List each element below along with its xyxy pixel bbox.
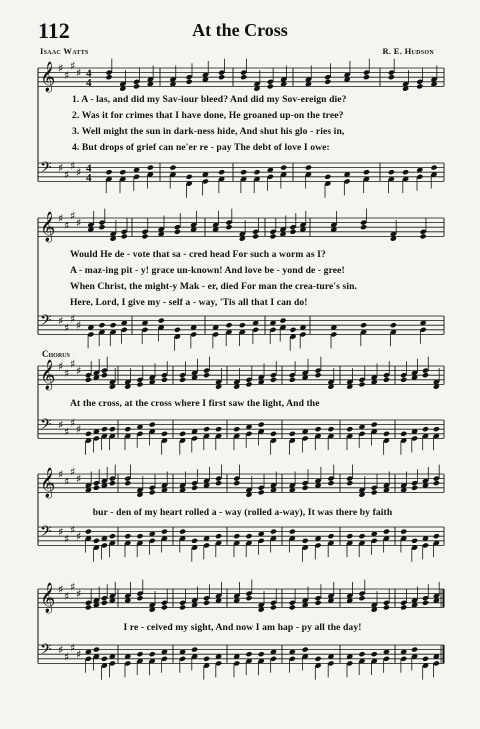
bass-clef-icon: 𝄢	[40, 641, 52, 662]
sharp-icon: ♯	[76, 319, 82, 333]
sharp-icon: ♯	[64, 366, 70, 380]
note-head	[174, 327, 181, 333]
bass-clef-icon: 𝄢	[40, 159, 52, 180]
note-head	[136, 651, 143, 657]
verse-1-line-2: Would He de - vote that sa - cred head For such a worm as I?	[70, 249, 326, 260]
sharp-icon: ♯	[70, 312, 76, 326]
note-head	[245, 533, 252, 539]
note-head	[101, 426, 108, 432]
chorus-line-2: bur - den of my heart rolled a - way (rolled a-way), It was there by faith	[92, 507, 393, 518]
sharp-icon: ♯	[64, 532, 70, 546]
time-signature-bottom: 4	[86, 172, 92, 184]
note-head	[371, 489, 378, 495]
note-head	[315, 372, 322, 378]
note-head	[93, 485, 100, 491]
note-head	[98, 322, 105, 328]
note-head	[239, 322, 246, 328]
note-head	[327, 426, 334, 432]
note-head	[411, 538, 418, 544]
note-head	[133, 83, 140, 89]
note-head	[289, 604, 296, 610]
note-head	[240, 169, 247, 175]
note-head	[302, 538, 309, 544]
sharp-icon: ♯	[64, 650, 70, 664]
note-head	[147, 165, 154, 171]
note-head	[383, 431, 390, 437]
sharp-icon: ♯	[64, 321, 70, 335]
note-head	[174, 229, 181, 235]
treble-clef-icon: 𝄞	[40, 62, 56, 92]
note-head	[269, 233, 276, 239]
note-head	[85, 604, 92, 610]
note-head	[363, 74, 370, 80]
note-head	[305, 165, 312, 171]
sharp-icon: ♯	[76, 166, 82, 180]
note-head	[169, 165, 176, 171]
sharp-icon: ♯	[58, 583, 64, 596]
sharp-icon: ♯	[58, 360, 64, 373]
note-head	[149, 651, 156, 657]
sharp-icon: ♯	[76, 66, 82, 80]
sharp-icon: ♯	[76, 530, 82, 544]
verse-1-line-1: 1. A - las, and did my Sav-iour bleed? And did my Sov-ereign die?	[72, 94, 347, 105]
chorus-label: Chorus	[42, 349, 70, 359]
sharp-icon: ♯	[76, 587, 82, 601]
note-head	[315, 600, 322, 606]
note-head	[358, 381, 365, 387]
note-head	[253, 169, 260, 175]
note-head	[158, 318, 165, 324]
note-head	[258, 489, 265, 495]
note-head	[270, 604, 277, 610]
note-head	[245, 651, 252, 657]
sharp-icon: ♯	[76, 364, 82, 378]
final-barline	[443, 589, 445, 607]
note-head	[203, 426, 210, 432]
sharp-icon: ♯	[64, 425, 70, 439]
note-head	[101, 656, 108, 662]
note-head	[383, 377, 390, 383]
note-head	[324, 174, 331, 180]
note-head	[400, 431, 407, 437]
note-head	[119, 169, 126, 175]
note-head	[136, 533, 143, 539]
note-head	[422, 426, 429, 432]
sharp-icon: ♯	[64, 68, 70, 82]
note-head	[302, 485, 309, 491]
note-head	[411, 485, 418, 491]
note-head	[215, 533, 222, 539]
sharp-icon: ♯	[76, 216, 82, 230]
sharp-icon: ♯	[64, 168, 70, 182]
sharp-icon: ♯	[64, 218, 70, 232]
note-head	[98, 224, 105, 230]
note-head	[324, 79, 331, 85]
note-head	[289, 377, 296, 383]
music-credit: R. E. Hudson	[382, 46, 434, 56]
note-head	[371, 651, 378, 657]
note-head	[258, 422, 265, 428]
sharp-icon: ♯	[64, 589, 70, 603]
hymn-title: At the Cross	[192, 20, 288, 40]
sharp-icon: ♯	[70, 416, 76, 430]
sharp-icon: ♯	[58, 468, 64, 481]
sharp-icon: ♯	[70, 209, 76, 223]
note-head	[302, 647, 309, 653]
note-head	[101, 372, 108, 378]
note-head	[400, 377, 407, 383]
note-head	[270, 529, 277, 535]
note-head	[289, 431, 296, 437]
treble-clef-icon: 𝄞	[40, 212, 56, 242]
note-head	[270, 377, 277, 383]
treble-clef-icon: 𝄞	[40, 468, 56, 498]
verse-2-line-2: A - maz-ing pit - y! grace un-known! And love be - yond de - gree!	[70, 265, 345, 276]
note-head	[179, 529, 186, 535]
sharp-icon: ♯	[70, 357, 76, 371]
note-head	[433, 426, 440, 432]
note-head	[315, 426, 322, 432]
sharp-icon: ♯	[70, 523, 76, 537]
sharp-icon: ♯	[58, 212, 64, 225]
verse-2-line-1: 2. Was it for crimes that I have done, He groaned up-on the tree?	[72, 110, 344, 121]
note-head	[191, 647, 198, 653]
bass-clef-icon: 𝄢	[40, 523, 52, 544]
verse-3-line-2: When Christ, the might-y Mak - er, died For man the crea-ture's sin.	[70, 281, 358, 292]
note-head	[85, 529, 92, 535]
note-head	[327, 480, 334, 486]
note-head	[289, 229, 296, 235]
note-head	[388, 169, 395, 175]
sharp-icon: ♯	[58, 525, 64, 539]
note-head	[203, 656, 210, 662]
bass-clef-icon: 𝄢	[40, 416, 52, 437]
note-head	[215, 480, 222, 486]
note-head	[101, 600, 108, 606]
chorus-line-1: At the cross, at the cross where I first saw the light, And the	[70, 398, 320, 409]
note-head	[233, 480, 240, 486]
note-head	[358, 651, 365, 657]
note-head	[270, 431, 277, 437]
note-head	[161, 431, 168, 437]
note-head	[420, 233, 427, 239]
note-head	[402, 169, 409, 175]
note-head	[105, 169, 112, 175]
note-head	[433, 533, 440, 539]
note-head	[225, 322, 232, 328]
note-head	[267, 83, 274, 89]
note-head	[179, 604, 186, 610]
sharp-icon: ♯	[70, 580, 76, 594]
note-head	[191, 538, 198, 544]
note-head	[346, 533, 353, 539]
note-head	[358, 533, 365, 539]
note-head	[233, 426, 240, 432]
note-head	[109, 426, 116, 432]
note-head	[430, 165, 437, 171]
note-head	[360, 322, 367, 328]
sharp-icon: ♯	[58, 643, 64, 657]
sharp-icon: ♯	[58, 161, 64, 175]
note-head	[149, 489, 156, 495]
note-head	[93, 647, 100, 653]
note-head	[233, 533, 240, 539]
note-head	[124, 533, 131, 539]
note-head	[400, 604, 407, 610]
note-head	[218, 169, 225, 175]
note-head	[289, 327, 296, 333]
note-head	[279, 318, 286, 324]
sharp-icon: ♯	[70, 59, 76, 73]
note-head	[422, 372, 429, 378]
note-head	[136, 381, 143, 387]
note-head	[121, 233, 128, 239]
note-head	[346, 426, 353, 432]
note-head	[141, 233, 148, 239]
note-head	[105, 74, 112, 80]
sharp-icon: ♯	[76, 648, 82, 662]
note-head	[245, 381, 252, 387]
sharp-icon: ♯	[58, 62, 64, 75]
note-head	[149, 422, 156, 428]
note-head	[360, 224, 367, 230]
note-head	[161, 377, 168, 383]
treble-clef-icon: 𝄞	[40, 360, 56, 390]
note-head	[422, 656, 429, 662]
verse-4-line-2: Here, Lord, I give my - self a - way, 'Tis all that I can do!	[70, 297, 308, 308]
time-signature-bottom: 4	[86, 77, 92, 89]
note-head	[186, 174, 193, 180]
note-head	[85, 431, 92, 437]
note-head	[124, 480, 131, 486]
note-head	[161, 529, 168, 535]
sharp-icon: ♯	[58, 314, 64, 328]
note-head	[388, 74, 395, 80]
note-head	[179, 431, 186, 437]
note-head	[258, 651, 265, 657]
sharp-icon: ♯	[70, 465, 76, 479]
note-head	[358, 595, 365, 601]
note-head	[124, 426, 131, 432]
note-head	[240, 74, 247, 80]
note-head	[215, 426, 222, 432]
bass-clef-icon: 𝄢	[40, 312, 52, 333]
note-head	[179, 377, 186, 383]
sharp-icon: ♯	[76, 423, 82, 437]
verse-3-line-1: 3. Well might the sun in dark-ness hide, And shut his glo - ries in,	[72, 126, 345, 137]
note-head	[218, 74, 225, 80]
note-head	[383, 529, 390, 535]
note-head	[161, 604, 168, 610]
note-head	[245, 595, 252, 601]
note-head	[422, 600, 429, 606]
final-barline	[443, 645, 445, 663]
sharp-icon: ♯	[70, 159, 76, 173]
note-head	[383, 604, 390, 610]
note-head	[203, 600, 210, 606]
treble-clef-icon: 𝄞	[40, 583, 56, 613]
note-head	[225, 224, 232, 230]
time-signature-top: 4	[86, 162, 92, 175]
sharp-icon: ♯	[64, 474, 70, 488]
time-signature-top: 4	[86, 67, 92, 80]
hymn-number: 112	[38, 18, 70, 43]
note-head	[110, 322, 117, 328]
chorus-line-3: I re - ceived my sight, And now I am hap - py all the day!	[123, 622, 362, 633]
note-head	[371, 422, 378, 428]
note-head	[109, 480, 116, 486]
note-head	[109, 533, 116, 539]
note-head	[327, 533, 334, 539]
sharp-icon: ♯	[58, 418, 64, 432]
note-head	[346, 480, 353, 486]
note-head	[136, 595, 143, 601]
words-credit: Isaac Watts	[40, 46, 89, 56]
sharp-icon: ♯	[76, 472, 82, 486]
note-head	[390, 322, 397, 328]
note-head	[191, 485, 198, 491]
note-head	[93, 538, 100, 544]
note-head	[289, 529, 296, 535]
note-head	[433, 480, 440, 486]
sharp-icon: ♯	[70, 641, 76, 655]
note-head	[411, 647, 418, 653]
note-head	[280, 165, 287, 171]
note-head	[315, 656, 322, 662]
note-head	[252, 233, 259, 239]
note-head	[400, 529, 407, 535]
note-head	[85, 377, 92, 383]
note-head	[203, 372, 210, 378]
note-head	[363, 169, 370, 175]
note-head	[186, 79, 193, 85]
note-head	[416, 83, 423, 89]
verse-4-line-1: 4. But drops of grief can ne'er re - pay The debt of love I owe:	[72, 142, 330, 153]
